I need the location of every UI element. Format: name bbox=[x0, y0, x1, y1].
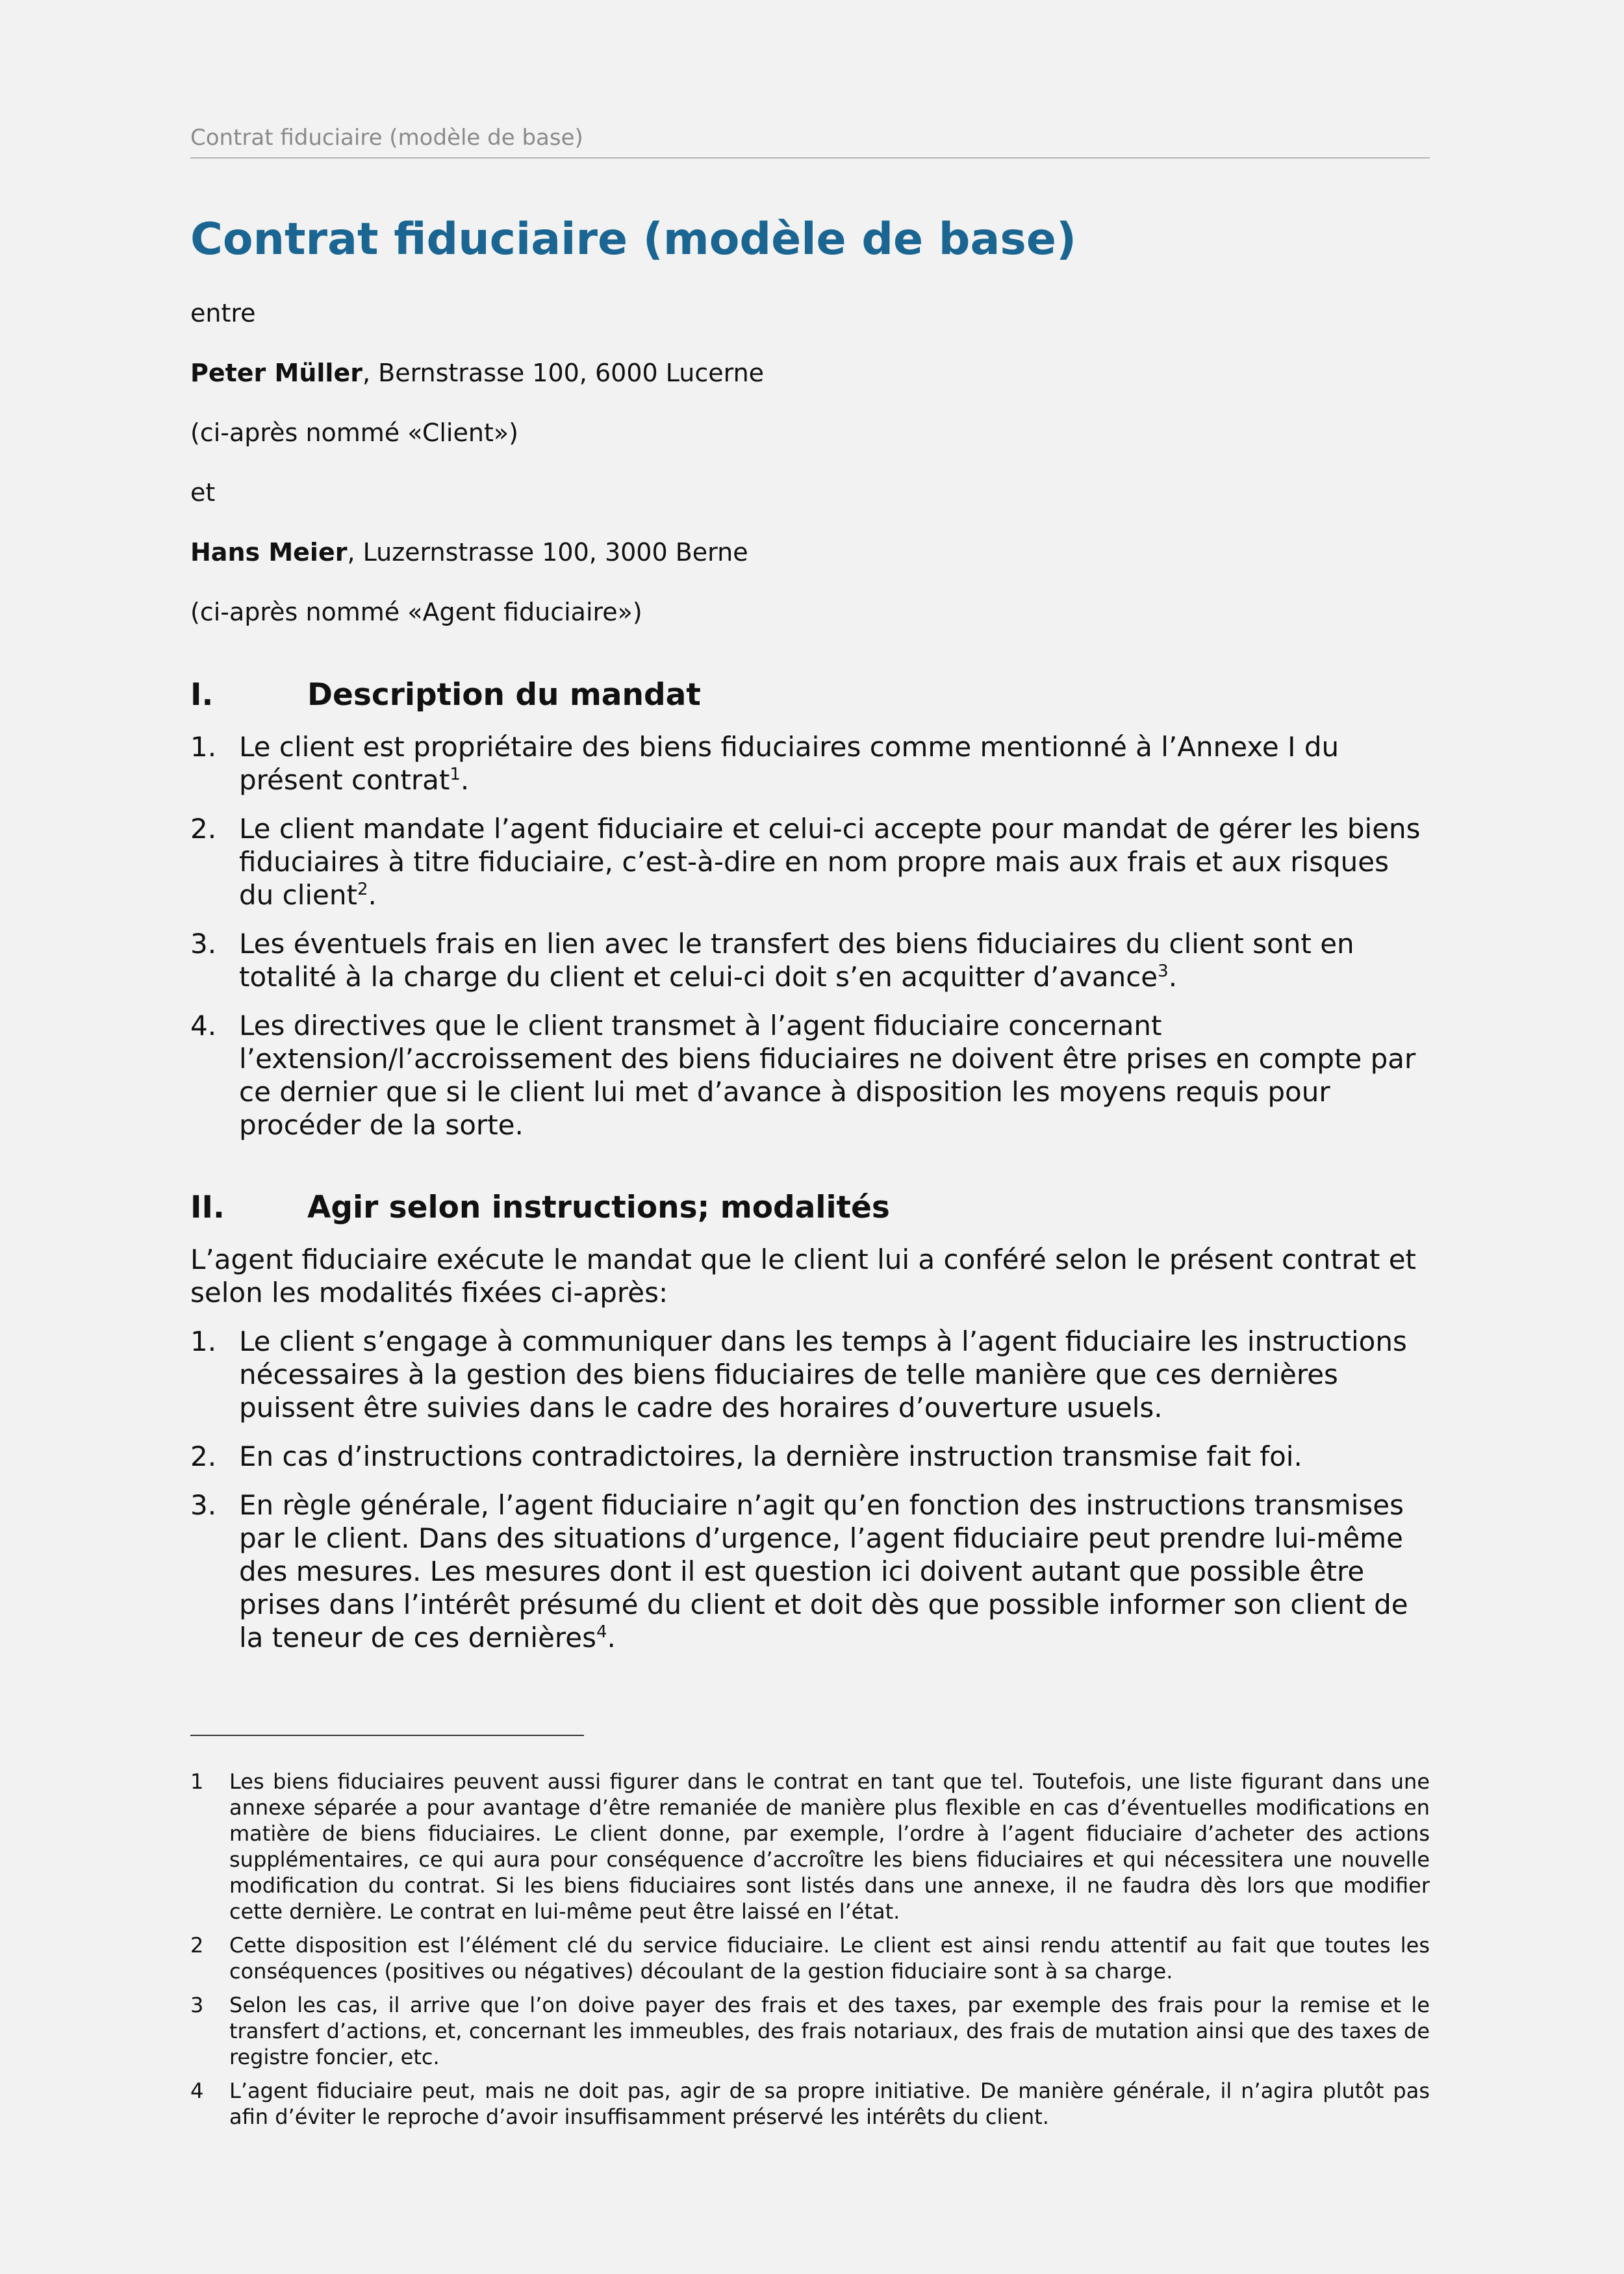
footnote-text: Cette disposition est l’élément clé du service fiduciaire. Le client est ainsi rendu attentif au fait que toutes les conséquences (positives ou négatives) découlant de la gestion fiduciaire sont à sa charge. bbox=[229, 1933, 1430, 1984]
party-2-address: , Luzernstrasse 100, 3000 Berne bbox=[347, 538, 748, 567]
footnote-text: L’agent fiduciaire peut, mais ne doit pas, agir de sa propre initiative. De manière générale, il n’agira plutôt pas afin d’éviter le reproche d’avoir insuffisamment préservé les intérêts du client. bbox=[229, 2078, 1430, 2129]
list-item bbox=[190, 927, 1430, 993]
section-2-list bbox=[190, 1325, 1430, 1654]
party-1-name: Peter Müller bbox=[190, 359, 362, 388]
document-title: Contrat fiduciaire (modèle de base) bbox=[190, 214, 1077, 265]
between-text: entre bbox=[190, 299, 256, 328]
list-item bbox=[190, 1009, 1430, 1142]
item-body: Les éventuels frais en lien avec le transfert des biens fiduciaires du client sont en totalité à la charge du client et celui-ci doit s’en acquitter d’avance bbox=[239, 928, 1354, 993]
footnote-number: 4 bbox=[190, 2078, 204, 2103]
item-body: Le client est propriétaire des biens fiduciaires comme mentionné à l’Annexe I du présent contrat bbox=[239, 731, 1339, 797]
running-header: Contrat fiduciaire (modèle de base) bbox=[190, 125, 1430, 159]
item-number: 3. bbox=[190, 928, 217, 960]
section-1-number: I. bbox=[190, 677, 214, 713]
item-tail: . bbox=[460, 764, 470, 797]
item-text bbox=[239, 730, 1430, 797]
item-tail: . bbox=[368, 879, 377, 912]
party-2 bbox=[190, 535, 1430, 569]
list-item bbox=[190, 1325, 1430, 1424]
footnote-ref[interactable]: 3 bbox=[1158, 962, 1169, 982]
item-body: Le client mandate l’agent fiduciaire et celui-ci accepte pour mandat de gérer les biens fiduciaires à titre fiduciaire, c’est-à-dire en nom propre mais aux frais et aux risques du client bbox=[239, 813, 1421, 912]
item-text bbox=[239, 1488, 1430, 1654]
item-text bbox=[239, 1009, 1430, 1142]
section-1-heading bbox=[190, 676, 1430, 715]
footnote-number: 1 bbox=[190, 1769, 204, 1794]
document-body bbox=[190, 214, 1430, 1670]
item-number: 2. bbox=[190, 1440, 217, 1473]
section-1-title: Description du mandat bbox=[307, 677, 701, 713]
item-number: 4. bbox=[190, 1010, 217, 1042]
item-number: 2. bbox=[190, 813, 217, 845]
footnotes bbox=[190, 1769, 1430, 2138]
item-text: En cas d’instructions contradictoires, la dernière instruction transmise fait foi. bbox=[239, 1440, 1302, 1473]
footnote-ref[interactable]: 1 bbox=[450, 765, 461, 785]
item-text: Le client s’engage à communiquer dans les temps à l’agent fiduciaire les instructions nécessaires à la gestion des biens fiduciaires de telle manière que ces dernières puissent être suivies dans le cadre des horaires d’ouverture usuels. bbox=[239, 1325, 1407, 1424]
footnote-separator bbox=[190, 1735, 584, 1736]
list-item bbox=[190, 1440, 1430, 1473]
item-body: Les directives que le client transmet à l’agent fiduciaire concernant l’extension/l’accroissement des biens fiduciaires ne doivent être prises en compte par ce dernier que si le client lui met d’avance à disposition les moyens requis pour procéder de la sorte. bbox=[239, 1010, 1416, 1142]
item-tail: . bbox=[1168, 961, 1178, 993]
party-2-name: Hans Meier bbox=[190, 538, 348, 567]
footnote-ref[interactable]: 4 bbox=[596, 1622, 607, 1642]
party-1 bbox=[190, 356, 1430, 390]
footnote-number: 3 bbox=[190, 1993, 204, 2017]
section-2-number: II. bbox=[190, 1190, 225, 1226]
list-item bbox=[190, 1488, 1430, 1654]
footnote bbox=[190, 1992, 1430, 2070]
party-2-alias: (ci-après nommé «Agent fiduciaire») bbox=[190, 598, 642, 627]
section-1-list bbox=[190, 730, 1430, 1142]
item-text bbox=[239, 927, 1430, 993]
item-number: 1. bbox=[190, 731, 217, 763]
section-2-intro: L’agent fiduciaire exécute le mandat que le client lui a conféré selon le présent contrat et selon les modalités fixées ci-après: bbox=[190, 1244, 1417, 1309]
footnote bbox=[190, 1932, 1430, 1984]
section-2-title: Agir selon instructions; modalités bbox=[307, 1190, 890, 1226]
party-1-alias: (ci-après nommé «Client») bbox=[190, 418, 518, 448]
footnote-text: Selon les cas, il arrive que l’on doive payer des frais et des taxes, par exemple des frais pour la remise et le transfert d’actions, et, concernant les immeubles, des frais notariaux, des frais de mutation ainsi que des taxes de registre foncier, etc. bbox=[229, 1993, 1430, 2069]
item-tail: . bbox=[607, 1622, 616, 1654]
list-item bbox=[190, 730, 1430, 797]
item-number: 1. bbox=[190, 1325, 217, 1358]
footnote-ref[interactable]: 2 bbox=[357, 880, 368, 900]
section-2-heading bbox=[190, 1188, 1430, 1227]
item-text bbox=[239, 812, 1430, 912]
footnote-number: 2 bbox=[190, 1933, 204, 1958]
and-text: et bbox=[190, 478, 216, 507]
list-item bbox=[190, 812, 1430, 912]
item-number: 3. bbox=[190, 1489, 217, 1522]
item-body: En règle générale, l’agent fiduciaire n’agit qu’en fonction des instructions transmises par le client. Dans des situations d’urgence, l’agent fiduciaire peut prendre lui-même des mesures. Les mesures dont il est question ici doivent autant que possible être prises dans l’intérêt présumé du client et doit dès que possible informer son client de la teneur de ces dernières bbox=[239, 1489, 1408, 1654]
footnote bbox=[190, 2078, 1430, 2130]
party-1-address: , Bernstrasse 100, 6000 Lucerne bbox=[362, 359, 765, 388]
footnote bbox=[190, 1769, 1430, 1924]
footnote-text: Les biens fiduciaires peuvent aussi figurer dans le contrat en tant que tel. Toutefois, une liste figurant dans une annexe séparée a pour avantage d’être remaniée de manière plus flexible en cas d’éventuelles modifications en matière de biens fiduciaires. Le client donne, par exemple, l’ordre à l’agent fiduciaire d’acheter des actions supplémentaires, ce qui aura pour conséquence d’accroître les biens fiduciaires et qui nécessitera une nouvelle modification du contrat. Si les biens fiduciaires sont listés dans une annexe, il ne faudra dès lors que modifier cette dernière. Le contrat en lui-même peut être laissé en l’état. bbox=[229, 1769, 1430, 1924]
